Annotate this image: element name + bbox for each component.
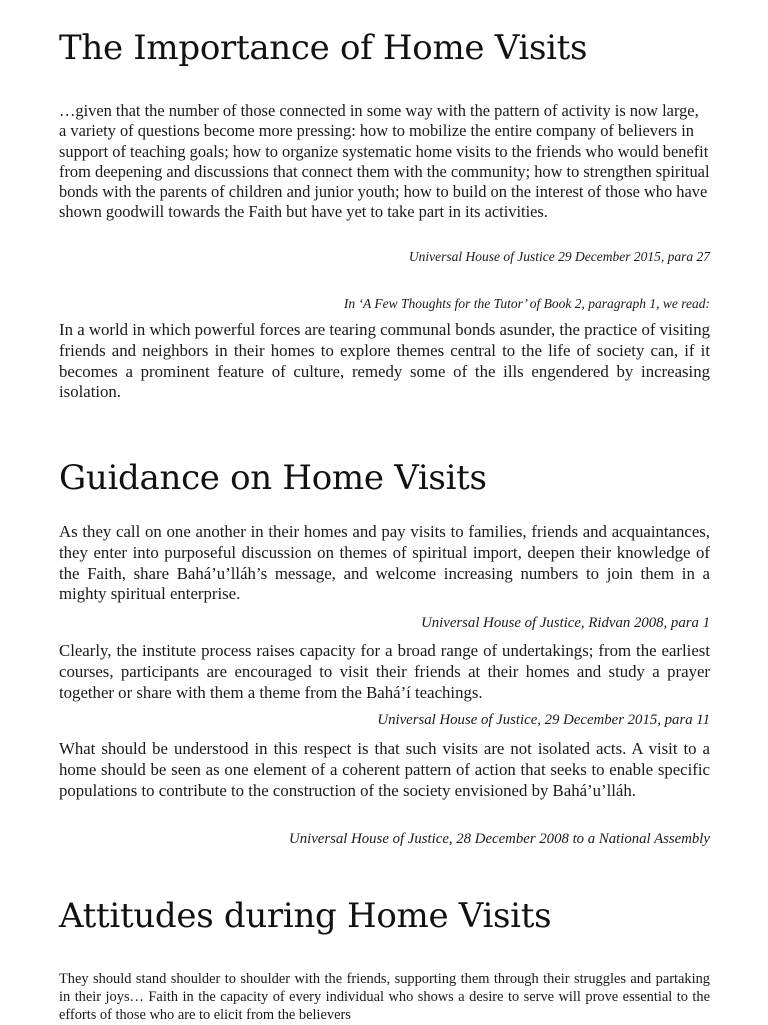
guidance-citation-2: Universal House of Justice, 29 December 2015, para 11: [377, 712, 710, 728]
book-excerpt-paragraph: In a world in which powerful forces are tearing communal bonds asunder, the practice of visiting friends and neighbors in their homes to explore themes central to the life of society can, if it becomes a prominent feature of culture, remedy some of the ills engendered by increasing isolation.: [59, 320, 710, 402]
guidance-quote-1: As they call on one another in their homes and pay visits to families, friends and acquaintances, they enter into purposeful discussion on themes of spiritual import, deepen their knowledge of the Faith, share Bahá’u’lláh’s message, and welcome increasing numbers to join them in a mighty spiritual enterprise.: [59, 522, 710, 604]
attitudes-quote-paragraph: They should stand shoulder to shoulder with the friends, supporting them through their struggles and partaking in their joys… Faith in the capacity of every individual who shows a desire to serve will prove essential to the efforts of those who are to elicit from the believers: [59, 971, 710, 1024]
book-intro-line: In ‘A Few Thoughts for the Tutor’ of Book 2, paragraph 1, we read:: [343, 296, 710, 311]
guidance-citation-1: Universal House of Justice, Ridvan 2008, para 1: [421, 615, 710, 631]
quote-paragraph: …given that the number of those connected in some way with the pattern of activity is now large, a variety of questions become more pressing: how to mobilize the entire company of believers in support of teaching goals; how to organize systematic home visits to the friends who would benefit from deepening and discussions that connect them with the community; how to strengthen spiritual bonds with the parents of children and junior youth; how to build on the interest of those who have shown goodwill towards the Faith but have yet to take part in its activities.: [59, 101, 710, 222]
guidance-quote-2: Clearly, the institute process raises capacity for a broad range of undertakings; from the earliest courses, participants are encouraged to visit their friends at their homes and study a prayer together or share with them a theme from the Bahá’í teachings.: [59, 641, 710, 702]
section-heading-guidance: Guidance on Home Visits: [59, 458, 487, 498]
section-heading-importance: The Importance of Home Visits: [59, 28, 588, 68]
quote-citation: Universal House of Justice 29 December 2015, para 27: [408, 249, 710, 264]
guidance-quote-3: What should be understood in this respect is that such visits are not isolated acts. A visit to a home should be seen as one element of a coherent pattern of action that seeks to enable specific populations to contribute to the construction of the society envisioned by Bahá’u’lláh.: [59, 739, 710, 800]
section-heading-attitudes: Attitudes during Home Visits: [59, 896, 552, 936]
guidance-citation-3: Universal House of Justice, 28 December 2008 to a National Assembly: [289, 831, 710, 847]
